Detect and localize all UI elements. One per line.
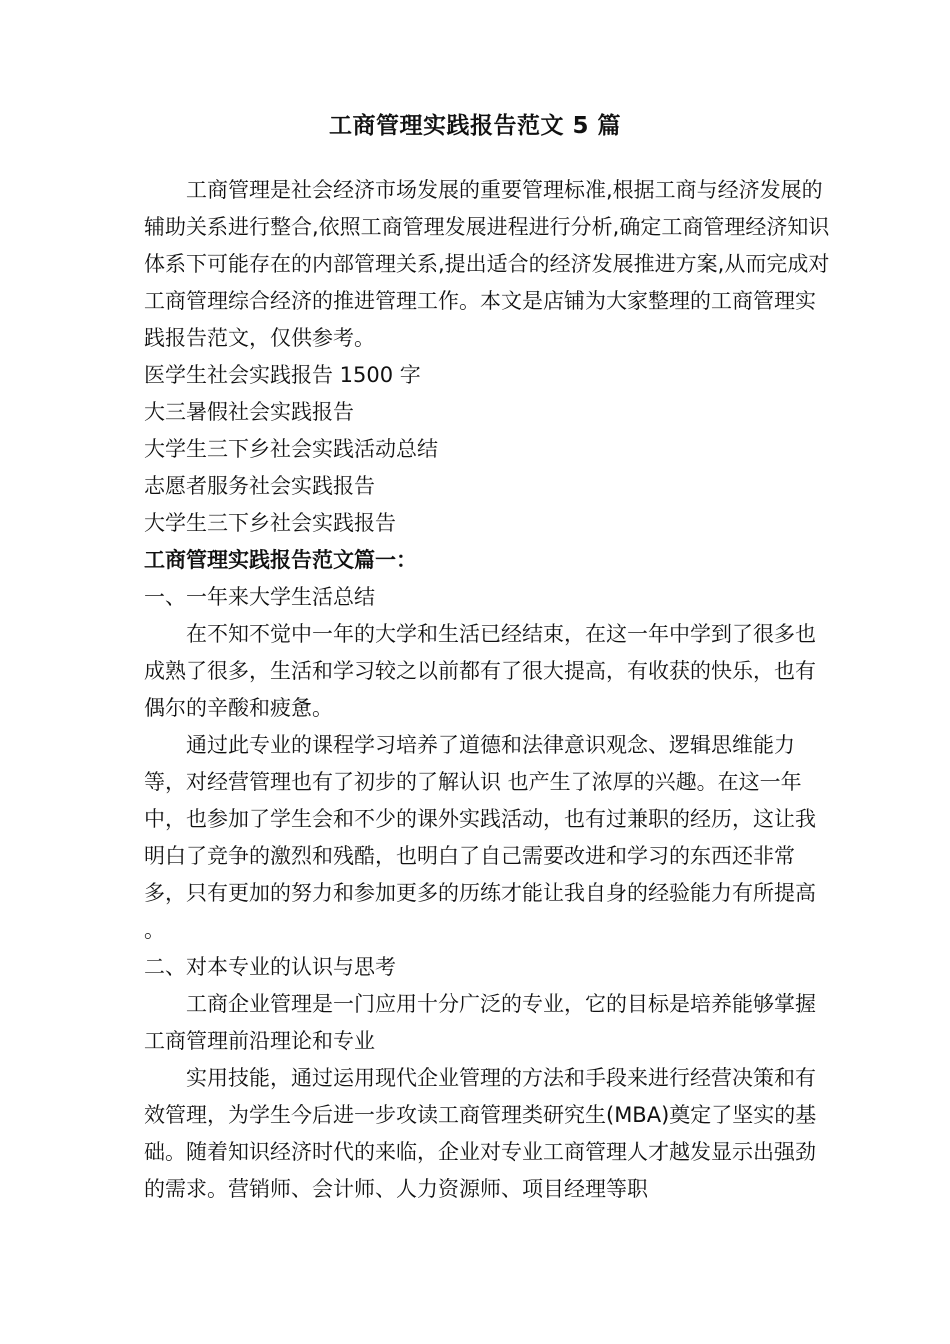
- related-item-1: 医学生社会实践报告 1500 字: [144, 363, 421, 387]
- paragraph-2: 通过此专业的课程学习培养了道德和法律意识观念、逻辑思维能力等，对经营管理也有了初步的了解认识 也产生了浓厚的兴趣。在这一年中，也参加了学生会和不少的课外实践活动，也有过兼职的经历，这让我明白了竞争的激烈和残酷，也明白了自己需要改进和学习的东西还非常多，只有更加的努力和参加更多的历练才能让我自身的经验能力有所提高 。: [144, 733, 816, 942]
- document-body: [144, 172, 834, 1208]
- related-item-3: 大学生三下乡社会实践活动总结: [144, 437, 438, 461]
- intro-paragraph: 工商管理是社会经济市场发展的重要管理标准,根据工商与经济发展的辅助关系进行整合,依照工商管理发展进程进行分析,确定工商管理经济知识体系下可能存在的内部管理关系,提出适合的经济发展推进方案,从而完成对工商管理综合经济的推进管理工作。本文是店铺为大家整理的工商管理实践报告范文，仅供参考。: [144, 178, 830, 350]
- related-item-5: 大学生三下乡社会实践报告: [144, 511, 396, 535]
- related-item-4: 志愿者服务社会实践报告: [144, 474, 375, 498]
- paragraph-1: 在不知不觉中一年的大学和生活已经结束，在这一年中学到了很多也成熟了很多，生活和学习较之以前都有了很大提高，有收获的快乐，也有偶尔的辛酸和疲惫。: [144, 622, 816, 720]
- paragraph-4: 实用技能，通过运用现代企业管理的方法和手段来进行经营决策和有效管理，为学生今后进一步攻读工商管理类研究生(MBA)奠定了坚实的基础。随着知识经济时代的来临，企业对专业工商管理人才越发显示出强劲的需求。营销师、会计师、人力资源师、项目经理等职: [144, 1066, 817, 1201]
- subheading-2: 二、对本专业的认识与思考: [144, 955, 396, 979]
- document-title: 工商管理实践报告范文 5 篇: [328, 113, 622, 139]
- subheading-1: 一、一年来大学生活总结: [144, 585, 375, 609]
- related-item-2: 大三暑假社会实践报告: [144, 400, 354, 424]
- section-heading: 工商管理实践报告范文篇一：: [144, 548, 417, 572]
- paragraph-3: 工商企业管理是一门应用十分广泛的专业，它的目标是培养能够掌握工商管理前沿理论和专业: [144, 992, 816, 1053]
